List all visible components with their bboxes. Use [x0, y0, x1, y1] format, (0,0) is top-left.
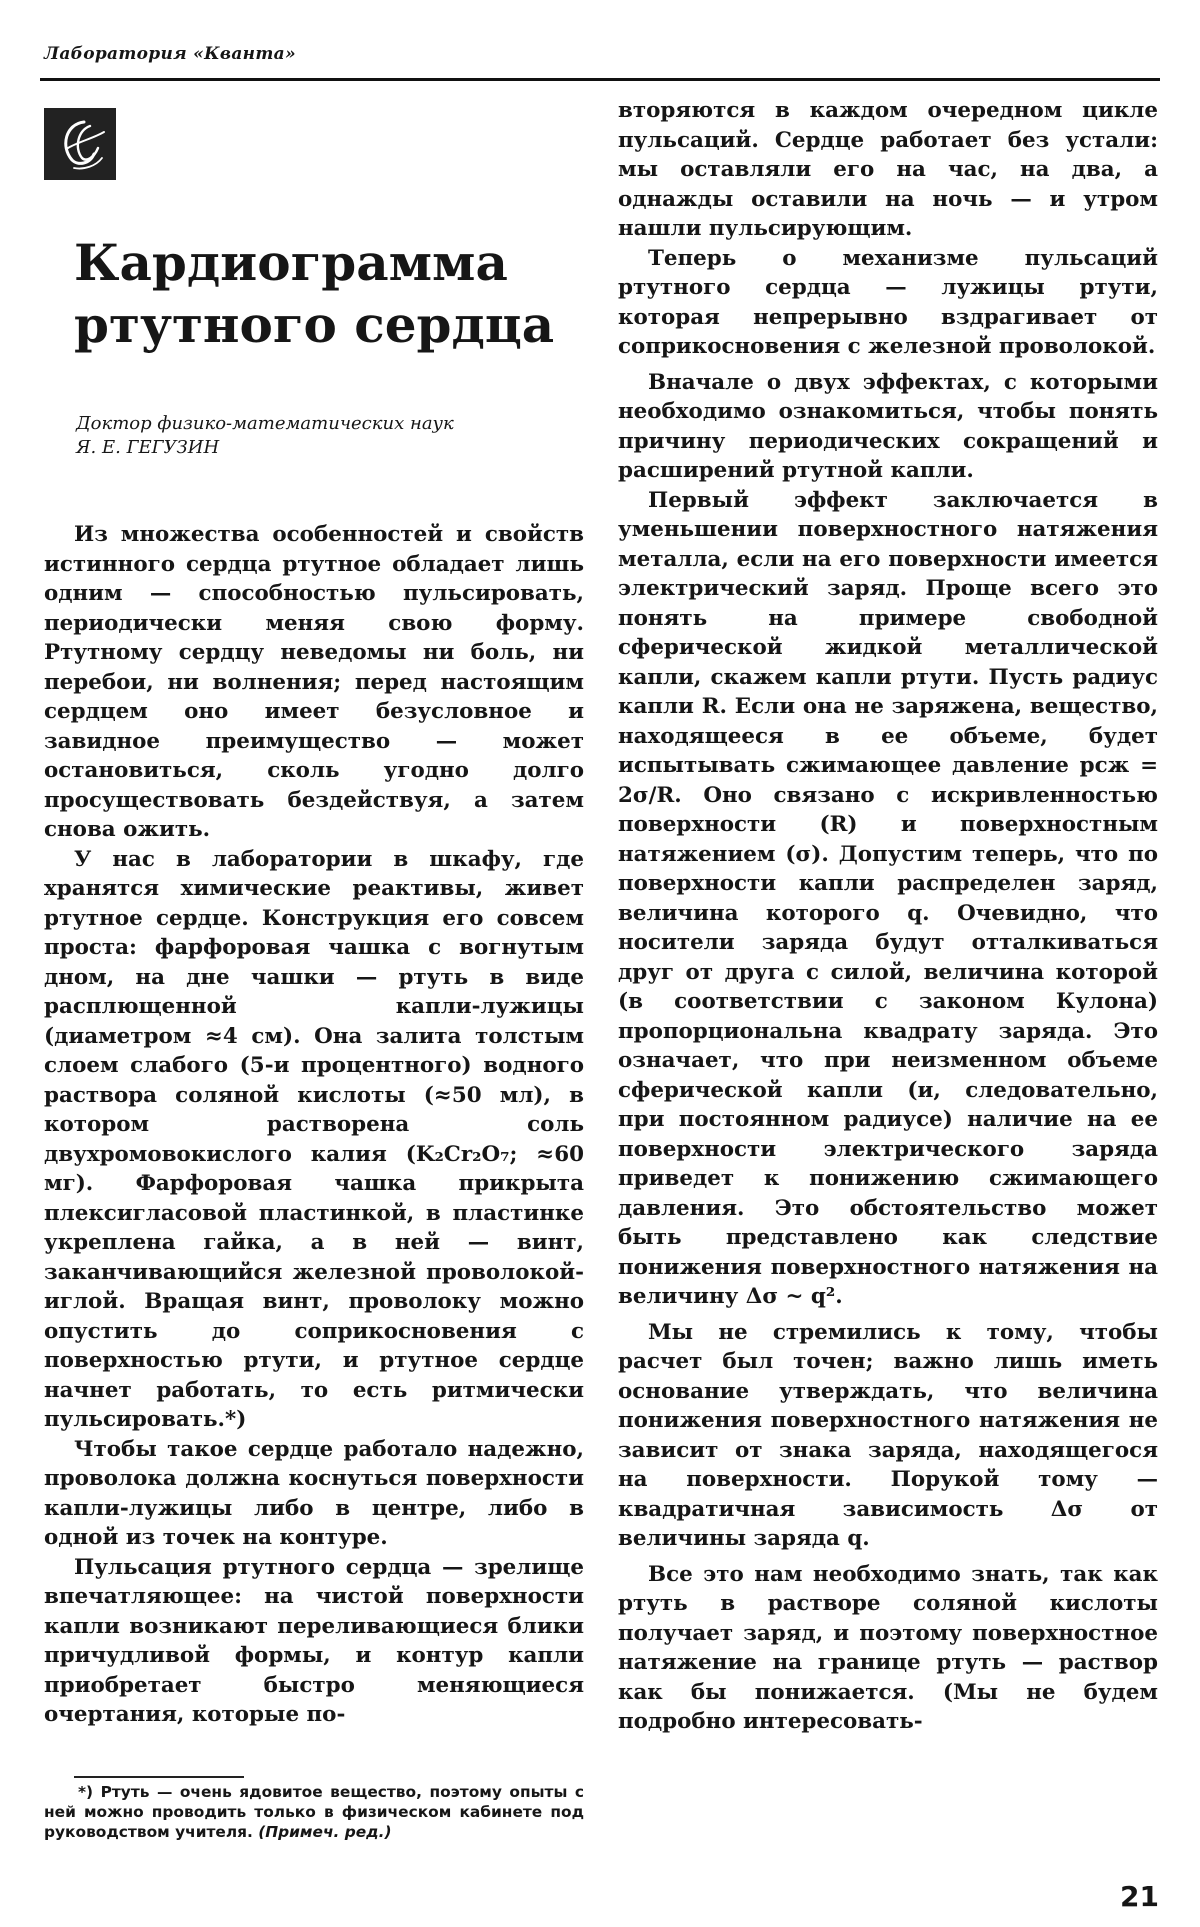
author-name: Я. Е. ГЕГУЗИН: [76, 437, 220, 458]
title-line-2: ртутного сердца: [74, 295, 555, 354]
paragraph: Все это нам необходимо знать, так как ртуть в растворе соляной кислоты получает заряд, и поэтому поверхностное натяжение на границе ртуть — раствор как бы понижается. (Мы не будем подробно интересовать-: [618, 1561, 1158, 1734]
paragraph: Чтобы такое сердце работало надежно, проволока должна коснуться поверхности капли-лужицы либо в центре, либо в одной из точек на контуре.: [44, 1436, 584, 1550]
header-rule: [40, 78, 1160, 81]
paragraph: Мы не стремились к тому, чтобы расчет был точен; важно лишь иметь основание утверждать, что величина понижения поверхностного натяжения не зависит от знака заряда, находящегося на поверхности. Порукой тому — квадратичная зависимость Δσ от величины заряда q.: [618, 1319, 1158, 1551]
paragraph: У нас в лаборатории в шкафу, где хранятся химические реактивы, живет ртутное сердце. Конструкция его совсем проста: фарфоровая чашка с вогнутым дном, на дне чашки — ртуть в виде расплющенной капли-лужицы (диаметром ≈4 см). Она залита толстым слоем слабого (5-и процентного) водного раствора соляной кислоты (≈50 мл), в котором растворена соль двухромовокислого калия (K₂Cr₂O₇; ≈60 мг). Фарфоровая чашка прикрыта плексигласовой пластинкой, в пластинке укреплена гайка, а в ней — винт, заканчивающийся железной проволокой-иглой. Вращая винт, проволоку можно опустить до соприкосновения с поверхностью ртути, и ртутное сердце начнет работать, то есть ритмически пульсировать.*): [44, 846, 584, 1432]
paragraph: вторяются в каждом очередном цикле пульсаций. Сердце работает без устали: мы оставляли его на час, на два, а однажды оставили на ночь — и утром нашли пульсирующим.: [618, 98, 1158, 241]
kvant-logo-icon: [44, 108, 116, 180]
author-byline: [76, 412, 596, 460]
footnote-text: *) Ртуть — очень ядовитое вещество, поэтому опыты с ней можно проводить только в физическом кабинете под руководством учителя.: [44, 1783, 584, 1841]
left-column: [44, 520, 584, 1730]
paragraph: Пульсация ртутного сердца — зрелище впечатляющее: на чистой поверхности капли возникают переливающиеся блики причудливой формы, и контур капли приобретает быстро меняющиеся очертания, которые по-: [44, 1554, 584, 1727]
article-title: [74, 232, 594, 356]
page-number: 21: [1120, 1880, 1159, 1913]
paragraph: Вначале о двух эффектах, с которыми необходимо ознакомиться, чтобы понять причину периодических сокращений и расширений ртутной капли.: [618, 369, 1158, 483]
paragraph: Теперь о механизме пульсаций ртутного сердца — лужицы ртути, которая непрерывно вздрагивает от соприкосновения с железной проволокой.: [618, 245, 1158, 359]
paragraph: Из множества особенностей и свойств истинного сердца ртутное обладает лишь одним — способностью пульсировать, периодически меняя свою форму. Ртутному сердцу неведомы ни боль, ни перебои, ни волнения; перед настоящим сердцем оно имеет безусловное и завидное преимущество — может остановиться, сколь угодно долго просуществовать бездействуя, а затем снова ожить.: [44, 522, 584, 842]
author-degree: Доктор физико-математических наук: [76, 413, 454, 434]
title-line-1: Кардиограмма: [74, 233, 508, 292]
right-column: [618, 96, 1158, 1737]
footnote: [44, 1782, 584, 1842]
footnote-rule: [74, 1776, 244, 1778]
paragraph: Первый эффект заключается в уменьшении поверхностного натяжения металла, если на его поверхности имеется электрический заряд. Проще всего это понять на примере свободной сферической жидкой металлической капли, скажем капли ртути. Пусть радиус капли R. Если она не заряжена, вещество, находящееся в ее объеме, будет испытывать сжимающее давление pсж = 2σ/R. Оно связано с искривленностью поверхности (R) и поверхностным натяжением (σ). Допустим теперь, что по поверхности капли распределен заряд, величина которого q. Очевидно, что носители заряда будут отталкиваться друг от друга с силой, величина которой (в соответствии с законом Кулона) пропорциональна квадрату заряда. Это означает, что при неизменном объеме сферической капли (и, следовательно, при постоянном радиусе) наличие на ее поверхности электрического заряда приведет к понижению сжимающего давления. Это обстоятельство может быть представлено как следствие понижения поверхностного натяжения на величину Δσ ~ q².: [618, 487, 1158, 1309]
section-header: Лаборатория «Кванта»: [44, 44, 296, 64]
footnote-editor-note: (Примеч. ред.): [258, 1823, 392, 1841]
